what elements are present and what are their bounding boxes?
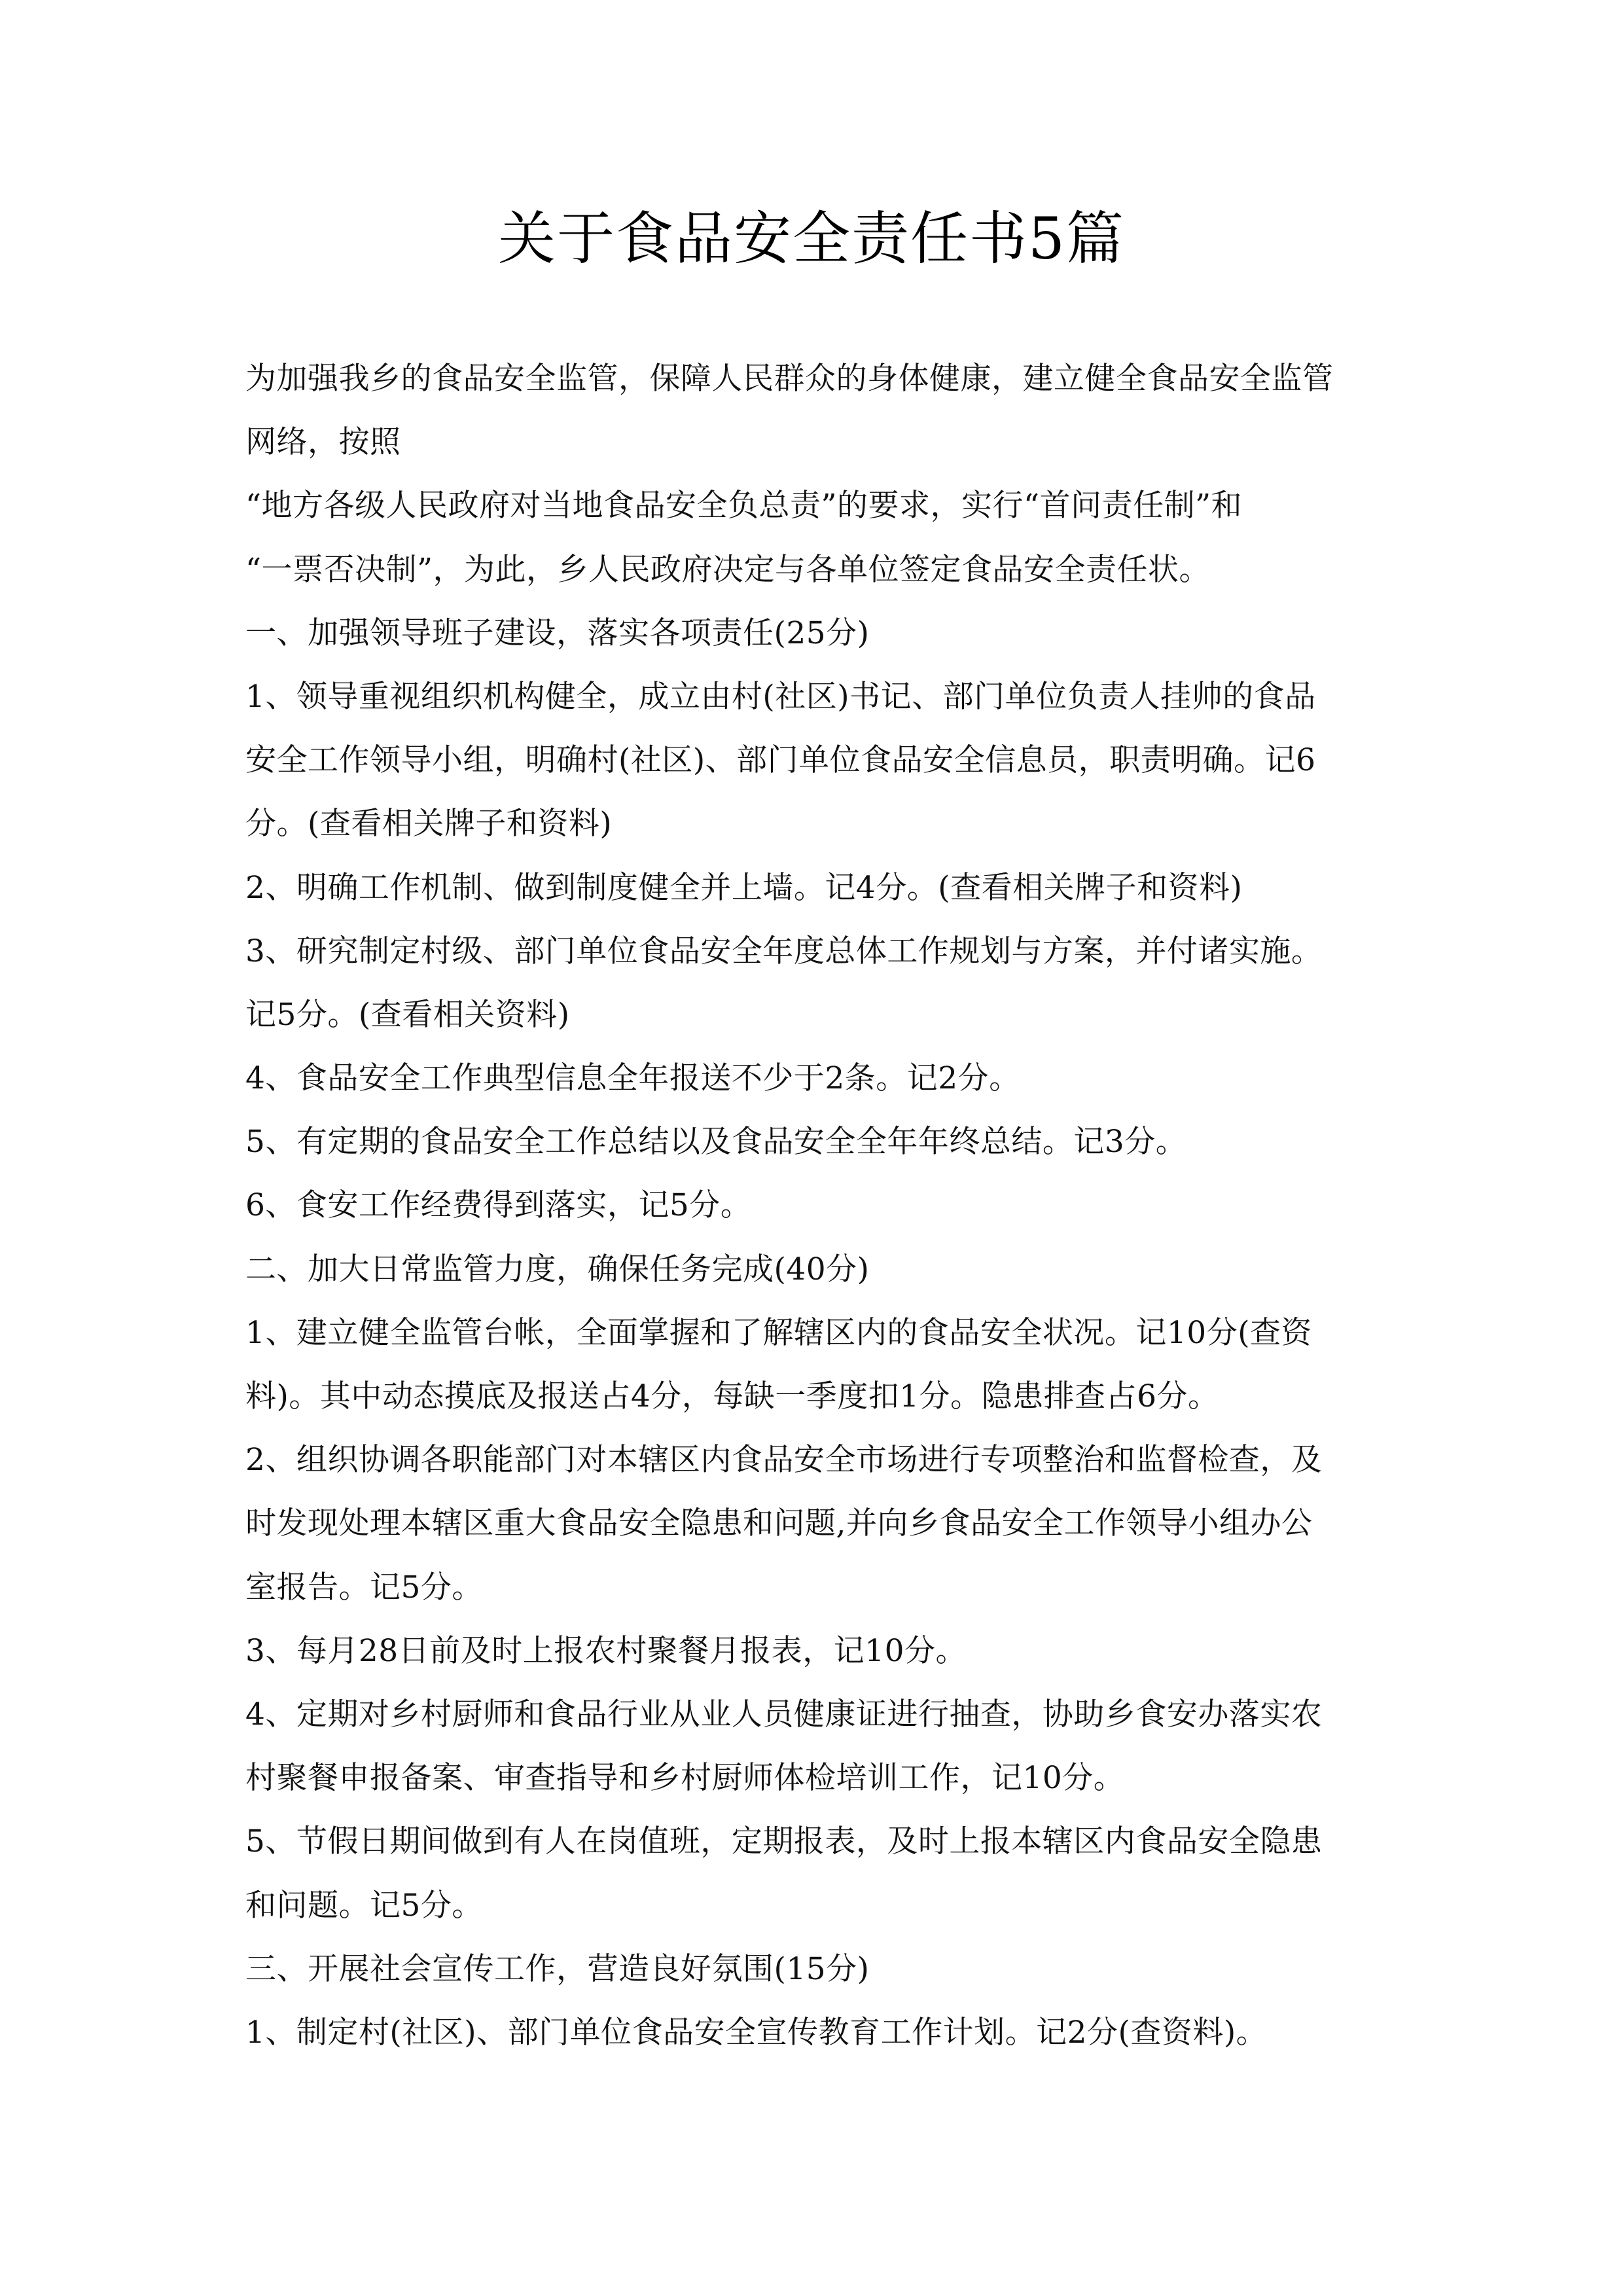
section-2-item-5-line: 5、节假日期间做到有人在岗值班，定期报表，及时上报本辖区内食品安全隐患 [245, 1823, 1323, 1860]
section-2-item-1-line: 1、建立健全监管台帐，全面掌握和了解辖区内的食品安全状况。记10分(查资 [245, 1314, 1313, 1351]
section-1-item-1-line: 安全工作领导小组，明确村(社区)、部门单位食品安全信息员，职责明确。记6 [245, 742, 1316, 779]
section-1-item-1-line: 分。(查看相关牌子和资料) [245, 806, 613, 842]
section-1-item-5: 5、有定期的食品安全工作总结以及食品安全全年年终总结。记3分。 [245, 1124, 1187, 1160]
section-heading-1: 一、加强领导班子建设，落实各项责任(25分) [245, 615, 870, 651]
intro-paragraph-line: 网络，按照 [245, 424, 401, 461]
section-2-item-2-line: 时发现处理本辖区重大食品安全隐患和问题,并向乡食品安全工作领导小组办公 [245, 1505, 1313, 1542]
section-2-item-1-line: 料)。其中动态摸底及报送占4分，每缺一季度扣1分。隐患排查占6分。 [245, 1378, 1219, 1414]
section-heading-3: 三、开展社会宣传工作，营造良好氛围(15分) [245, 1950, 870, 1987]
section-1-item-2: 2、明确工作机制、做到制度健全并上墙。记4分。(查看相关牌子和资料) [245, 869, 1243, 906]
section-2-item-4-line: 村聚餐申报备案、审查指导和乡村厨师体检培训工作，记10分。 [245, 1760, 1125, 1797]
section-2-item-2-line: 室报告。记5分。 [245, 1569, 483, 1605]
document-body [245, 347, 1384, 2064]
intro-paragraph-line: “地方各级人民政府对当地食品安全负总责”的要求，实行“首问责任制”和 [245, 488, 1243, 524]
section-1-item-3-line: 3、研究制定村级、部门单位食品安全年度总体工作规划与方案，并付诸实施。 [245, 933, 1323, 969]
document-title: 关于食品安全责任书5篇 [498, 205, 1125, 272]
section-2-item-5-line: 和问题。记5分。 [245, 1887, 483, 1924]
section-2-item-3: 3、每月28日前及时上报农村聚餐月报表，记10分。 [245, 1632, 967, 1669]
section-2-item-4-line: 4、定期对乡村厨师和食品行业从业人员健康证进行抽查，协助乡食安办落实农 [245, 1696, 1323, 1732]
intro-paragraph-line: 为加强我乡的食品安全监管，保障人民群众的身体健康，建立健全食品安全监管 [245, 361, 1334, 397]
intro-paragraph-line: “一票否决制”，为此，乡人民政府决定与各单位签定食品安全责任状。 [245, 551, 1211, 588]
section-2-item-2-line: 2、组织协调各职能部门对本辖区内食品安全市场进行专项整治和监督检查，及 [245, 1442, 1323, 1479]
section-heading-2: 二、加大日常监管力度，确保任务完成(40分) [245, 1251, 870, 1287]
section-3-item-1: 1、制定村(社区)、部门单位食品安全宣传教育工作计划。记2分(查资料)。 [245, 2014, 1268, 2051]
section-1-item-4: 4、食品安全工作典型信息全年报送不少于2条。记2分。 [245, 1060, 1020, 1097]
section-1-item-1-line: 1、领导重视组织机构健全，成立由村(社区)书记、部门单位负责人挂帅的食品 [245, 678, 1316, 715]
section-1-item-3-line: 记5分。(查看相关资料) [245, 996, 570, 1033]
section-1-item-6: 6、食安工作经费得到落实，记5分。 [245, 1187, 752, 1224]
